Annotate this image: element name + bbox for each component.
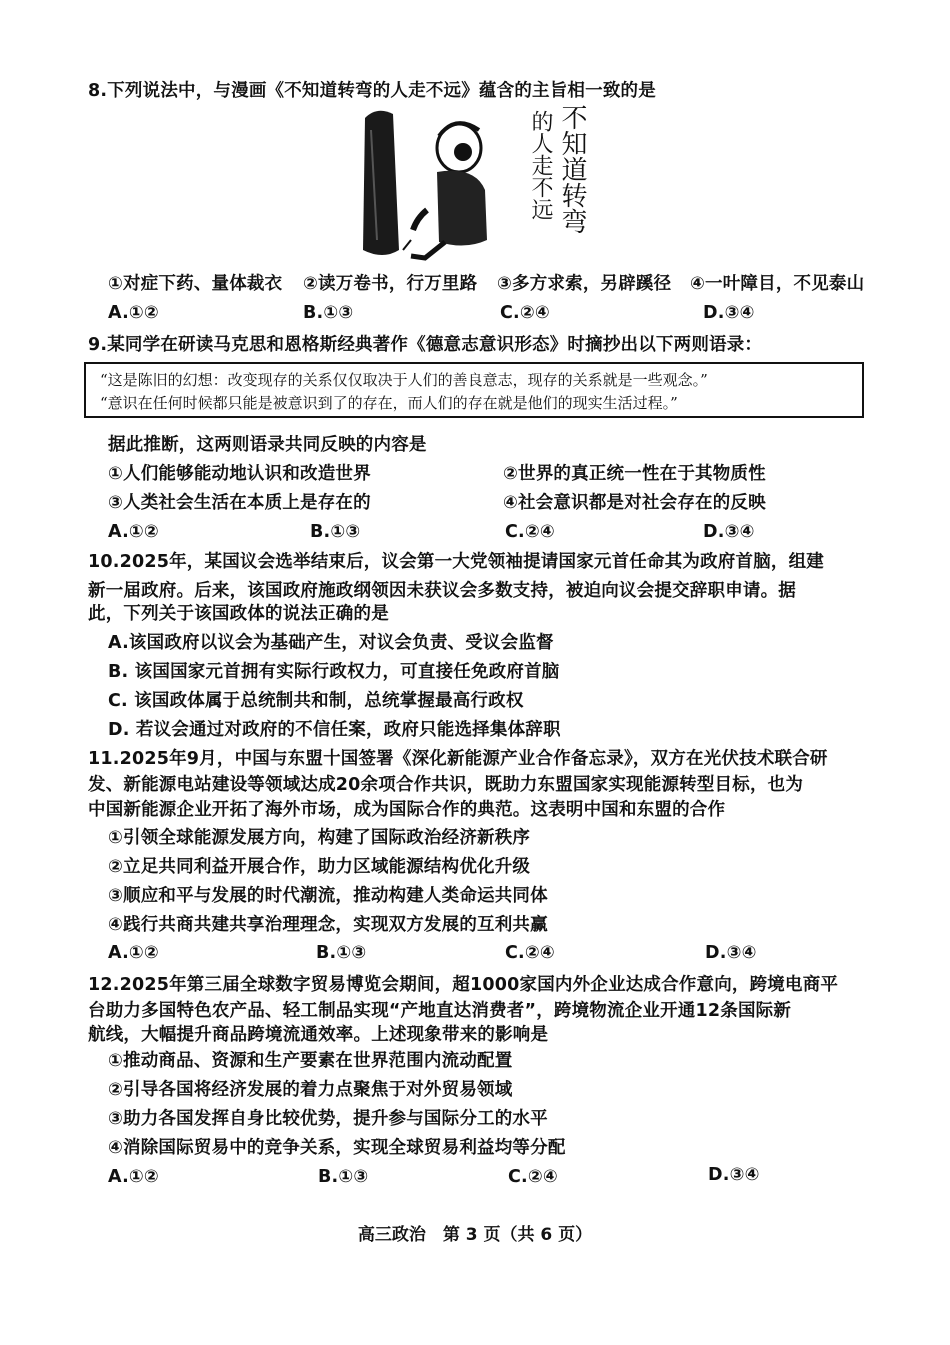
q8-choice-c: C.②④ xyxy=(500,303,550,323)
q9-option-3: ③人类社会生活在本质上是存在的 xyxy=(108,493,371,513)
q8-choice-a: A.①② xyxy=(108,303,159,323)
q8-option-2: ②读万卷书，行万里路 xyxy=(303,274,478,294)
q11-option-4: ④践行共商共建共享治理理念，实现双方发展的互利共赢 xyxy=(108,915,548,935)
q11-choice-b: B.①③ xyxy=(316,943,367,963)
q10-choice-c: C. 该国政体属于总统制共和制，总统掌握最高行政权 xyxy=(108,691,524,711)
q12-option-4: ④消除国际贸易中的竞争关系，实现全球贸易利益均等分配 xyxy=(108,1138,566,1158)
q9-lead: 据此推断，这两则语录共同反映的内容是 xyxy=(108,435,427,455)
q12-choice-d: D.③④ xyxy=(708,1165,760,1185)
q9-quote-1: “这是陈旧的幻想：改变现存的关系仅仅取决于人们的善良意志，现存的关系就是一些观念。” xyxy=(100,371,708,389)
q10-stem-line2: 新一届政府。后来，该国政府施政纲领因未获议会多数支持，被迫向议会提交辞职申请。据 xyxy=(88,581,796,601)
q12-choice-a: A.①② xyxy=(108,1167,159,1187)
q9-quote-2: “意识在任何时候都只能是被意识到了的存在，而人们的存在就是他们的现实生活过程。” xyxy=(100,394,678,412)
q9-choice-d: D.③④ xyxy=(703,522,755,542)
q9-quote-box xyxy=(84,362,864,418)
cartoon-drawing xyxy=(355,100,525,270)
q8-choice-b: B.①③ xyxy=(303,303,354,323)
q9-option-4: ④社会意识都是对社会存在的反映 xyxy=(503,493,766,513)
cartoon-caption-col2: 的人走不远 xyxy=(528,110,553,220)
q9-option-2: ②世界的真正统一性在于其物质性 xyxy=(503,464,766,484)
q8-option-3: ③多方求索，另辟蹊径 xyxy=(497,274,672,294)
q9-stem: 9.某同学在研读马克思和恩格斯经典著作《德意志意识形态》时摘抄出以下两则语录： xyxy=(88,335,763,355)
q12-stem-line3: 航线，大幅提升商品跨境流通效率。上述现象带来的影响是 xyxy=(88,1025,549,1045)
page-footer: 高三政治 第 3 页（共 6 页） xyxy=(357,1225,593,1245)
q11-stem-line1: 11.2025年9月，中国与东盟十国签署《深化新能源产业合作备忘录》，双方在光伏技术联合研 xyxy=(88,749,828,769)
q11-option-1: ①引领全球能源发展方向，构建了国际政治经济新秩序 xyxy=(108,828,531,848)
q11-stem-line3: 中国新能源企业开拓了海外市场，成为国际合作的典范。这表明中国和东盟的合作 xyxy=(88,800,726,820)
q10-stem-line3: 此，下列关于该国政体的说法正确的是 xyxy=(88,604,389,624)
q8-option-4: ④一叶障目，不见泰山 xyxy=(690,274,865,294)
q10-choice-d: D. 若议会通过对政府的不信任案，政府只能选择集体辞职 xyxy=(108,720,561,740)
cartoon-illustration xyxy=(355,100,595,270)
q10-choice-b: B. 该国国家元首拥有实际行政权力，可直接任免政府首脑 xyxy=(108,662,560,682)
q9-choice-b: B.①③ xyxy=(310,522,361,542)
q11-choice-d: D.③④ xyxy=(705,943,757,963)
q11-stem-line2: 发、新能源电站建设等领域达成20余项合作共识，既助力东盟国家实现能源转型目标，也为 xyxy=(88,775,804,795)
q11-option-2: ②立足共同利益开展合作，助力区域能源结构优化升级 xyxy=(108,857,531,877)
q12-choice-b: B.①③ xyxy=(318,1167,369,1187)
q9-choice-a: A.①② xyxy=(108,522,159,542)
q10-stem-line1: 10.2025年，某国议会选举结束后，议会第一大党领袖提请国家元首任命其为政府首脑，组建 xyxy=(88,552,825,572)
q12-stem-line2: 台助力多国特色农产品、轻工制品实现“产地直达消费者”，跨境物流企业开通12条国际新 xyxy=(88,1001,792,1021)
q8-stem: 8.下列说法中，与漫画《不知道转弯的人走不远》蕴含的主旨相一致的是 xyxy=(88,81,656,101)
q8-option-1: ①对症下药、量体裁衣 xyxy=(108,274,283,294)
q10-choice-a: A.该国政府以议会为基础产生，对议会负责、受议会监督 xyxy=(108,633,554,653)
q8-choice-d: D.③④ xyxy=(703,303,755,323)
q12-option-3: ③助力各国发挥自身比较优势，提升参与国际分工的水平 xyxy=(108,1109,548,1129)
q9-choice-c: C.②④ xyxy=(505,522,555,542)
q12-choice-c: C.②④ xyxy=(508,1167,558,1187)
q12-stem-line1: 12.2025年第三届全球数字贸易博览会期间，超1000家国内外企业达成合作意向，跨境电商平 xyxy=(88,975,839,995)
q12-option-2: ②引导各国将经济发展的着力点聚焦于对外贸易领域 xyxy=(108,1080,513,1100)
q12-option-1: ①推动商品、资源和生产要素在世界范围内流动配置 xyxy=(108,1051,513,1071)
q11-choice-c: C.②④ xyxy=(505,943,555,963)
cartoon-caption-col1: 不知道转弯 xyxy=(557,104,587,234)
q9-option-1: ①人们能够能动地认识和改造世界 xyxy=(108,464,371,484)
q11-option-3: ③顺应和平与发展的时代潮流，推动构建人类命运共同体 xyxy=(108,886,548,906)
q11-choice-a: A.①② xyxy=(108,943,159,963)
